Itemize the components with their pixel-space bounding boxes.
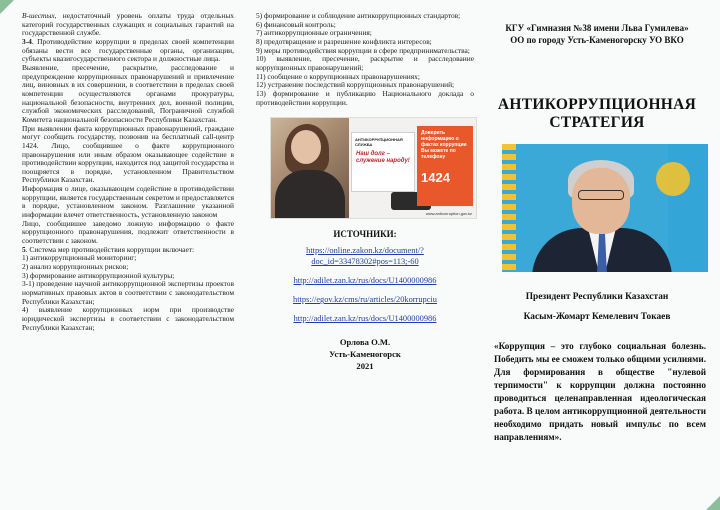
flag-ornament <box>502 144 516 272</box>
ad-website: www.anticorruption.gov.kz <box>425 211 472 217</box>
col1-lead-1: 3-4 <box>22 36 32 46</box>
col1-text-8: 2) анализ коррупционных рисков; <box>22 262 129 272</box>
col1-paragraph-4 <box>22 185 234 220</box>
col1-paragraph-2 <box>22 64 234 125</box>
ad-slogan: Наш долг – служение народу! <box>356 151 410 165</box>
school-name: КГУ «Гимназия №38 имени Льва Гумилева» <box>505 23 689 33</box>
col1-paragraph-0 <box>22 12 234 38</box>
col1-text-11: 4) выявление коррупционных норм при производстве юридической экспертизы в соответствии с законодательством Республики Казахстан; <box>22 305 234 332</box>
col1-text-6: . Система мер противодействия коррупции включает: <box>25 244 195 254</box>
measure-item: 6) финансовый контроль; <box>256 19 336 29</box>
source-link[interactable]: http://adilet.zan.kz/rus/docs/U1400000986 <box>293 314 437 324</box>
col1-text-9: 3) формирование антикоррупционной культуры; <box>22 270 175 280</box>
col1-paragraph-11 <box>22 306 234 332</box>
sources-heading: ИСТОЧНИКИ: <box>333 229 397 240</box>
col1-lead-0: В-шестых, <box>22 11 57 20</box>
ad-service-title: АНТИКОРРУПЦИОННАЯ СЛУЖБА <box>355 137 403 148</box>
measure-item: 7) антикоррупционные ограничения; <box>256 28 372 38</box>
col1-text-4: Информация о лице, оказывающем содействие в противодействии коррупции, является государственным секретом и предоставляется в порядке, установленном законом. Разглашение указанной информации влечет ответственность, установленную законом <box>22 184 234 220</box>
measure-item: 13) формирование и публикацию Национального доклада о противодействии коррупции. <box>256 88 474 107</box>
source-link[interactable]: https://egov.kz/cms/ru/articles/20korrupciu <box>293 295 437 305</box>
measure-item: 8) предотвращение и разрешение конфликта интересов; <box>256 36 432 46</box>
source-link[interactable]: http://adilet.zan.kz/rus/docs/U1400000986 <box>293 276 437 286</box>
measure-item: 5) формирование и соблюдение антикоррупционных стандартов; <box>256 11 461 20</box>
right-column <box>480 0 720 510</box>
col1-text-5: Лицо, сообщившее заведомо ложную информацию о факте коррупционного правонарушения, подлежит ответственности в соответствии с законом. <box>22 218 234 246</box>
col1-paragraph-5 <box>22 220 234 246</box>
col1-lead-6: 5 <box>22 244 26 254</box>
col1-paragraph-3 <box>22 125 234 186</box>
president-name: Касым-Жомарт Кемелевич Токаев <box>523 312 671 322</box>
measure-item: 9) меры противодействия коррупции в сфере предпринимательства; <box>256 45 470 55</box>
author-city: Усть-Каменогорск <box>329 349 401 360</box>
author-name: Орлова О.М. <box>339 337 391 348</box>
measure-item: 11) сообщение о коррупционных правонарушениях; <box>256 71 420 81</box>
ad-hotline-number: 1424 <box>421 170 450 186</box>
president-quote: «Коррупция – это глубоко социальная болезнь. Победить мы ее сможем только общими усилиями. Для формирования в обществе "нулевой терпимости" к коррупции должна постоянно проводиться целенаправленная идеологическая работа. В целом антикоррупционной деятельности необходимо придать новый импульс по всем направлениям». <box>494 341 706 442</box>
title-line-2: СТРАТЕГИЯ <box>549 114 645 131</box>
col1-text-2: Выявление, пресечение, раскрытие, расследование и предупреждение коррупционных правонарушений и привлечение лиц, виновных в их совершении, в соответствии в пределах своей компетенции осуществляются органами прокуратуры, национальной безопасности, внутренних дел, военной полиции, службой экономических расследований, Пограничной службой Комитета национальной безопасности Республики Казахстан. <box>22 62 234 124</box>
brochure-title <box>488 96 706 132</box>
president-title: Президент Республики Казахстан <box>525 292 669 302</box>
flag-sun-emblem <box>656 162 690 196</box>
col1-paragraph-1 <box>22 38 234 64</box>
middle-column <box>240 0 480 510</box>
president-portrait <box>502 144 708 272</box>
call-operator-figure <box>271 118 349 218</box>
col1-text-0: недостаточный уровень оплаты труда отдельных категорий государственных служащих и социальных гарантий на государственной службе. <box>22 11 234 38</box>
author-year: 2021 <box>356 361 374 372</box>
col1-text-7: 1) антикоррупционный мониторинг; <box>22 253 137 263</box>
ad-leaflet <box>351 132 415 192</box>
school-department: ОО по городу Усть-Каменогорску УО ВКО <box>510 35 684 45</box>
author-block <box>256 336 474 372</box>
measure-item: 10) выявление, пресечение, раскрытие и расследование коррупционных правонарушений; <box>256 54 474 72</box>
source-link[interactable]: https://online.zakon.kz/document/?doc_id=33478302#pos=113;-60 <box>306 246 424 267</box>
col1-paragraph-10 <box>22 280 234 306</box>
ad-hotline-text: Доверить информацию о фактах коррупции Вы можете по телефону <box>421 130 467 161</box>
ad-hotline-panel <box>417 126 473 206</box>
measure-item: 12) устранение последствий коррупционных правонарушений; <box>256 80 455 90</box>
left-column <box>0 0 240 510</box>
col1-text-1: . Противодействие коррупции в пределах своей компетенции обязаны вести все государственные органы, организации, субъекты квазигосударственного сектора и должностные лица. <box>22 36 234 64</box>
col1-text-3: При выявлении факта коррупционных правонарушений, граждане могут сообщить государству, позвонив на бесплатный call-центр 1424. Лицо, сообщившее о факте коррупционного правонарушения или иным образом оказывающее содействие в противодействии коррупции, находится под защитой государства и поощряется в порядке, установленном Правительством Республики Казахстан. <box>22 123 234 185</box>
col1-text-10: 3-1) проведение научной антикоррупционной экспертизы проектов нормативных правовых актов в соответствии с законодательством Республики Казахстан; <box>22 279 234 306</box>
anticorruption-ad-image <box>270 117 477 219</box>
title-line-1: АНТИКОРРУПЦИОННАЯ <box>497 96 697 113</box>
